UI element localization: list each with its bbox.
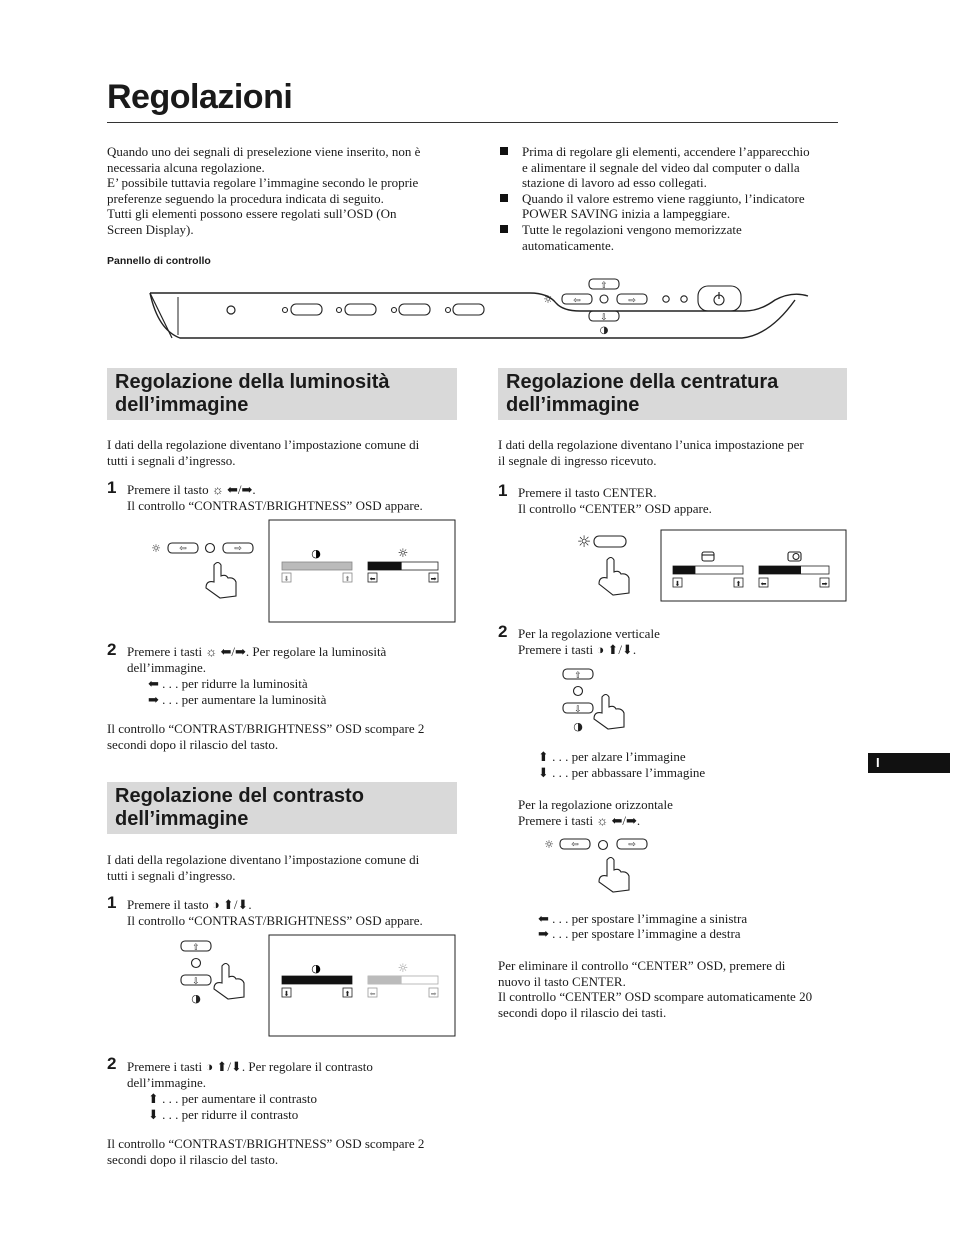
svg-text:⬅: ⬅ xyxy=(369,575,376,583)
control-panel-label: Pannello di controllo xyxy=(107,255,211,267)
page-title: Regolazioni xyxy=(107,78,293,116)
svg-text:⇧: ⇧ xyxy=(600,281,608,291)
svg-text:⬅: ⬅ xyxy=(369,990,376,998)
note-item: Quando il valore estremo viene raggiunto, l’indicatore POWER SAVING inizia a lampeggiare. xyxy=(498,191,843,222)
svg-text:☼: ☼ xyxy=(543,293,553,306)
svg-text:⬅: ⬅ xyxy=(760,580,767,588)
svg-text:⇦: ⇦ xyxy=(571,840,579,850)
svg-text:⇩: ⇩ xyxy=(192,977,200,987)
svg-text:◑: ◑ xyxy=(573,720,583,733)
contrast-option-increase: ⬆ . . . per aumentare il contrasto xyxy=(148,1091,317,1106)
center-step2-number: 2 xyxy=(498,622,508,641)
contrast-heading: Regolazione del contrasto dell’immagine xyxy=(107,782,457,834)
contrast-outro: Il controllo “CONTRAST/BRIGHTNESS” OSD scompare 2 secondi dopo il rilascio del tasto. xyxy=(107,1136,425,1167)
language-tab: I xyxy=(868,753,950,773)
svg-text:⇧: ⇧ xyxy=(192,943,200,953)
center-option-down: ⬇ . . . per abbassare l’immagine xyxy=(538,765,706,780)
contrast-intro: I dati della regolazione diventano l’impostazione comune di tutti i segnali d’ingresso. xyxy=(107,852,420,883)
brightness-intro: I dati della regolazione diventano l’impostazione comune di tutti i segnali d’ingresso. xyxy=(107,437,420,468)
center-option-right: ➡ . . . per spostare l’immagine a destra xyxy=(538,926,741,941)
brightness-step1-number: 1 xyxy=(107,478,117,497)
brightness-step1-text: Premere il tasto ☼ ⬅/➡. Il controllo “CONTRAST/BRIGHTNESS” OSD appare. xyxy=(127,482,423,513)
brightness-step2-number: 2 xyxy=(107,640,117,659)
svg-text:☼: ☼ xyxy=(151,542,161,555)
center-step2-vertical-text: Per la regolazione verticale Premere i tasti ◑ ⬆/⬇. xyxy=(518,626,660,657)
contrast-step1-number: 1 xyxy=(107,893,117,912)
brightness-option-decrease: ⬅ . . . per ridurre la luminosità xyxy=(148,676,308,691)
svg-text:➡: ➡ xyxy=(430,575,437,583)
svg-text:⇨: ⇨ xyxy=(628,840,636,850)
svg-text:⇨: ⇨ xyxy=(234,544,242,554)
center-heading: Regolazione della centratura dell’immagine xyxy=(498,368,847,420)
svg-text:⇩: ⇩ xyxy=(574,705,582,715)
svg-text:◑: ◑ xyxy=(599,325,609,336)
note-item: Prima di regolare gli elementi, accendere l’apparecchio e alimentare il segnale del video dal computer o dalla stazione di lavoro ad esso collegati. xyxy=(498,144,843,191)
svg-text:◑: ◑ xyxy=(191,992,201,1005)
svg-text:⇦: ⇦ xyxy=(179,544,187,554)
svg-text:⬆: ⬆ xyxy=(344,575,351,583)
center-step2-horizontal-text: Per la regolazione orizzontale Premere i tasti ☼ ⬅/➡. xyxy=(518,797,673,828)
svg-text:⬆: ⬆ xyxy=(344,990,351,998)
center-step1-text: Premere il tasto CENTER. Il controllo “CENTER” OSD appare. xyxy=(518,485,712,516)
center-intro: I dati della regolazione diventano l’unica impostazione per il segnale di ingresso ricevuto. xyxy=(498,437,804,468)
center-option-up: ⬆ . . . per alzare l’immagine xyxy=(538,749,686,764)
svg-text:☼: ☼ xyxy=(397,546,409,560)
svg-text:⇦: ⇦ xyxy=(573,296,581,306)
intro-paragraph: Quando uno dei segnali di preselezione viene inserito, non è necessaria alcuna regolazione. E’ possibile tuttavia regolare l’immagine secondo le proprie preferenze seguendo la procedura indicata di seguito. Tutti gli elementi possono essere regolati sull’OSD (On Screen Display). xyxy=(107,144,421,237)
svg-text:⇩: ⇩ xyxy=(600,313,608,323)
svg-text:☼: ☼ xyxy=(576,532,592,551)
center-option-left: ⬅ . . . per spostare l’immagine a sinistra xyxy=(538,911,748,926)
svg-text:⇨: ⇨ xyxy=(628,296,636,306)
svg-text:⬇: ⬇ xyxy=(674,580,681,588)
brightness-step2-text: Premere i tasti ☼ ⬅/➡. Per regolare la luminosità dell’immagine. xyxy=(127,644,387,675)
svg-text:◑: ◑ xyxy=(311,547,321,560)
brightness-option-increase: ➡ . . . per aumentare la luminosità xyxy=(148,692,327,707)
svg-text:➡: ➡ xyxy=(430,990,437,998)
svg-text:➡: ➡ xyxy=(821,580,828,588)
svg-text:⇧: ⇧ xyxy=(574,671,582,681)
center-step1-number: 1 xyxy=(498,481,508,500)
brightness-heading: Regolazione della luminosità dell’immagine xyxy=(107,368,457,420)
svg-text:☼: ☼ xyxy=(397,961,409,975)
contrast-step1-text: Premere il tasto ◑ ⬆/⬇. Il controllo “CONTRAST/BRIGHTNESS” OSD appare. xyxy=(127,897,423,928)
svg-text:◑: ◑ xyxy=(311,962,321,975)
contrast-step2-text: Premere i tasti ◑ ⬆/⬇. Per regolare il contrasto dell’immagine. xyxy=(127,1059,373,1090)
note-item: Tutte le regolazioni vengono memorizzate automaticamente. xyxy=(498,222,843,253)
brightness-outro: Il controllo “CONTRAST/BRIGHTNESS” OSD scompare 2 secondi dopo il rilascio del tasto. xyxy=(107,721,425,752)
svg-text:⬆: ⬆ xyxy=(735,580,742,588)
center-outro: Per eliminare il controllo “CENTER” OSD, premere di nuovo il tasto CENTER. Il controllo “CENTER” OSD scompare automaticamente 20 secondi dopo il rilascio dei tasti. xyxy=(498,958,813,1020)
svg-text:☼: ☼ xyxy=(544,838,554,851)
svg-text:⬇: ⬇ xyxy=(283,990,290,998)
contrast-step2-number: 2 xyxy=(107,1054,117,1073)
contrast-option-decrease: ⬇ . . . per ridurre il contrasto xyxy=(148,1107,299,1122)
svg-text:⬇: ⬇ xyxy=(283,575,290,583)
